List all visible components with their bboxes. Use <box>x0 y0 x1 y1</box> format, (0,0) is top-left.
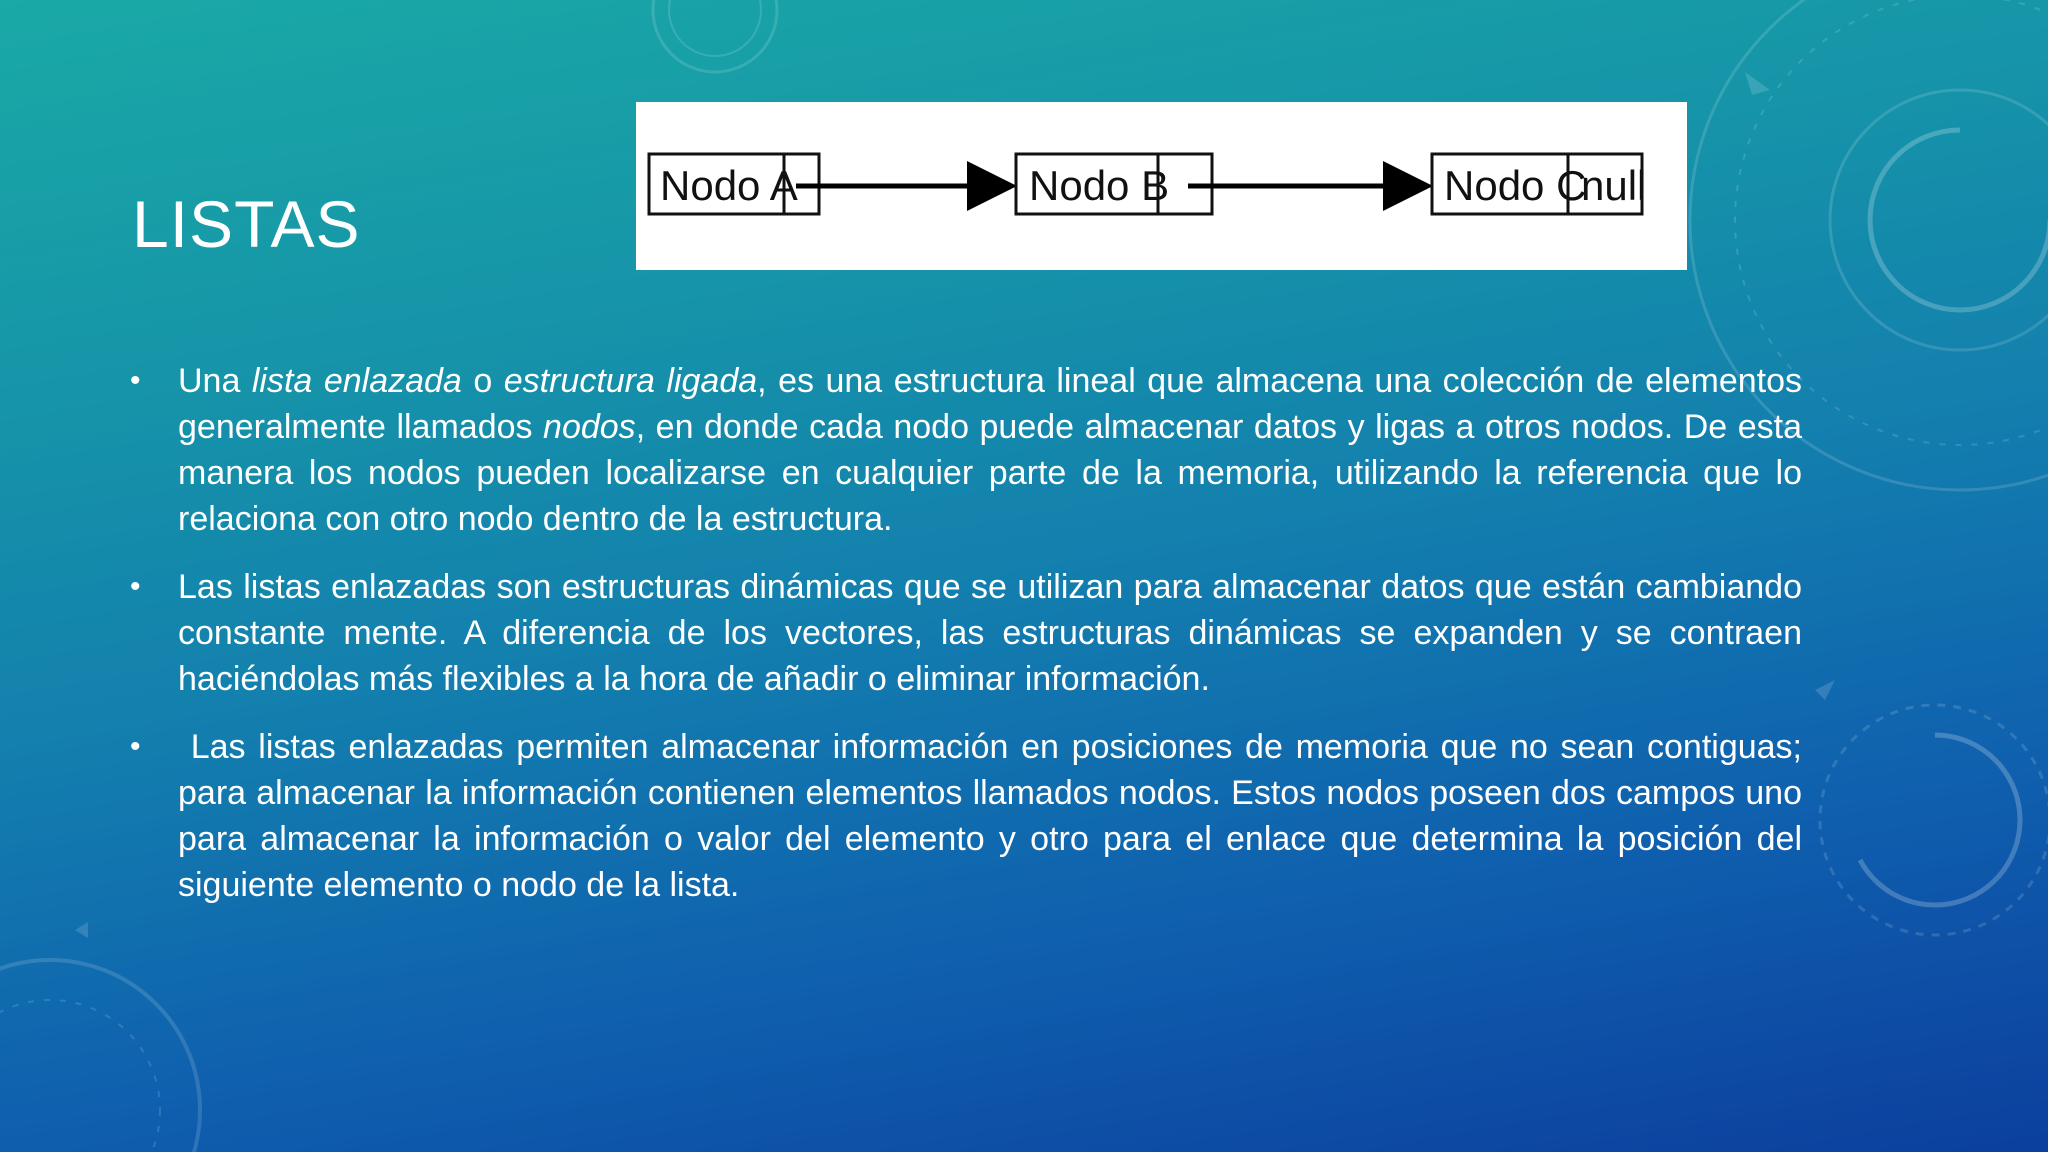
text-segment: o <box>461 362 504 400</box>
linked-list-svg <box>636 102 1687 270</box>
bullet-item-1 <box>130 358 1802 542</box>
node-a <box>649 154 819 214</box>
italic-term: lista enlazada <box>251 362 462 400</box>
node-b <box>1016 154 1212 214</box>
bullet-marker: • <box>130 570 141 603</box>
linked-list-diagram <box>636 102 1687 270</box>
node-a-label: Nodo A <box>660 162 798 209</box>
bullet-text: Las listas enlazadas son estructuras dinámicas que se utilizan para almacenar datos que están cambiando constante mente. A diferencia de los vectores, las estructuras dinámicas se expanden y se contraen haciéndolas más flexibles a la hora de añadir o eliminar información. <box>178 568 1802 698</box>
bullet-text <box>178 362 1802 538</box>
italic-term: estructura ligada <box>503 362 758 400</box>
text-segment: , en donde cada nodo puede almacenar datos y ligas a otros nodos. De esta manera los nodos pueden localizarse en cualquier parte de la memoria, utilizando la referencia que lo relaciona con otro nodo dentro de la estructura. <box>178 408 1802 538</box>
slide-title: LISTAS <box>132 187 361 261</box>
bullet-item-2 <box>130 564 1802 702</box>
italic-term: nodos <box>543 408 636 446</box>
node-c-label: Nodo C <box>1444 162 1587 209</box>
bullet-marker: • <box>130 730 141 763</box>
node-b-label: Nodo B <box>1029 162 1170 209</box>
bullet-marker: • <box>130 364 141 397</box>
node-c-null-label: null <box>1581 162 1647 209</box>
node-c <box>1432 154 1646 214</box>
bullet-text: Las listas enlazadas permiten almacenar información en posiciones de memoria que no sean contiguas; para almacenar la información contienen elementos llamados nodos. Estos nodos poseen dos campos uno para almacenar la información o valor del elemento y otro para el enlace que determina la posición del siguiente elemento o nodo de la lista. <box>178 728 1812 904</box>
bullet-list <box>130 358 1812 930</box>
text-segment: Una <box>178 362 252 400</box>
bullet-item-3 <box>130 724 1812 908</box>
text-segment: , es una estructura lineal que almacena una colección de elementos generalmente llamados <box>178 362 1802 446</box>
